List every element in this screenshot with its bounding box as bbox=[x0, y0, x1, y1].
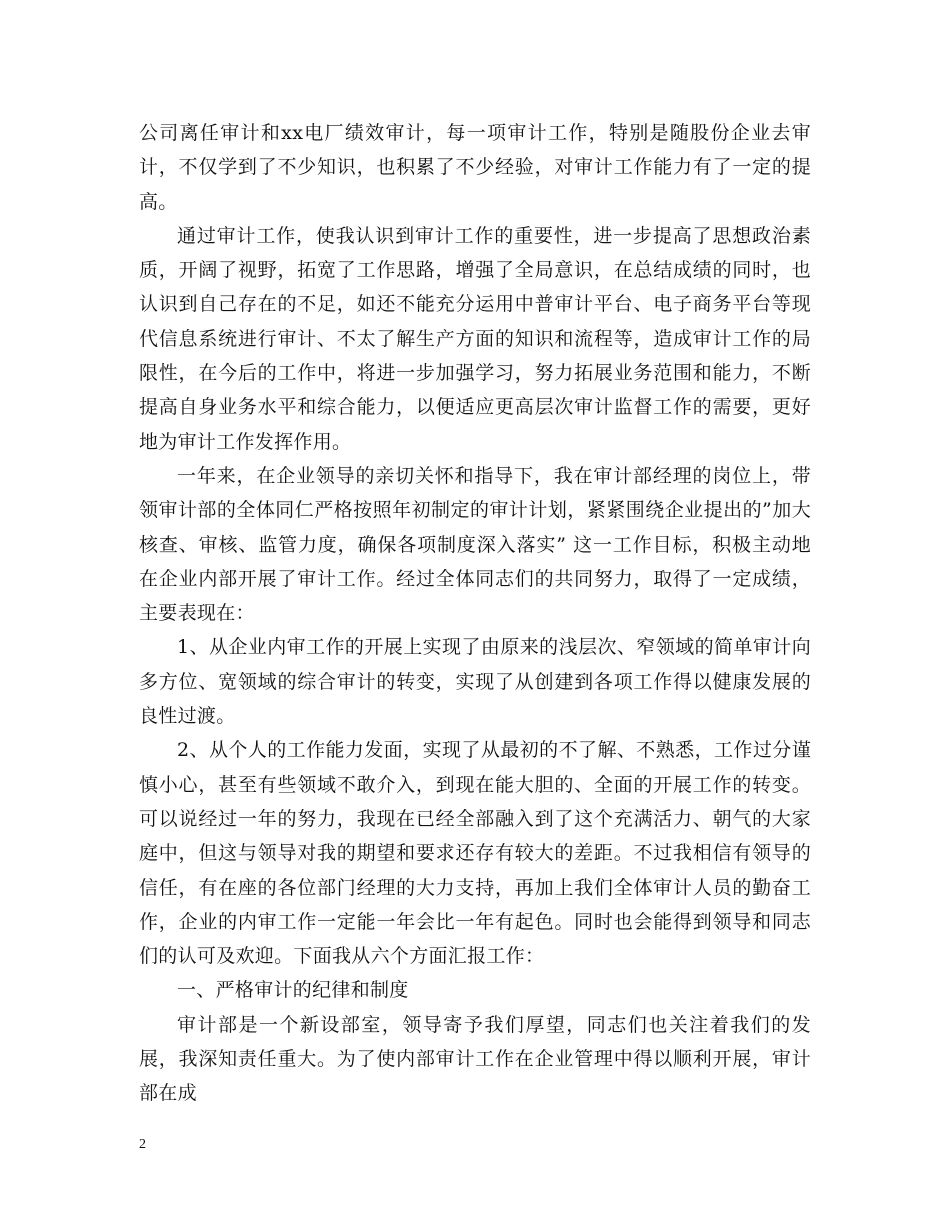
paragraph-achievement-1: 1、从企业内审工作的开展上实现了由原来的浅层次、窄领域的简单审计向多方位、宽领域的综合审计的转变，实现了从创建到各项工作得以健康发展的良性过渡。 bbox=[139, 636, 811, 728]
paragraph-section-intro: 审计部是一个新设部室，领导寄予我们厚望，同志们也关注着我们的发展，我深知责任重大。为了使内部审计工作在企业管理中得以顺利开展，审计部在成 bbox=[139, 1013, 811, 1105]
section-heading: 一、严格审计的纪律和制度 bbox=[177, 979, 409, 1002]
paragraph-achievement-2: 2、从个人的工作能力发面，实现了从最初的不了解、不熟悉，工作过分谨慎小心，甚至有些领域不敢介入，到现在能大胆的、全面的开展工作的转变。可以说经过一年的努力，我现在已经全部融入到了这个充满活力、朝气的大家庭中，但这与领导对我的期望和要求还存有较大的差距。不过我相信有领导的信任，有在座的各位部门经理的大力支持，再加上我们全体审计人员的勤奋工作，企业的内审工作一定能一年会比一年有起色。同时也会能得到领导和同志们的认可及欢迎。下面我从六个方面汇报工作： bbox=[139, 739, 811, 968]
paragraph-year-summary: 一年来，在企业领导的亲切关怀和指导下，我在审计部经理的岗位上，带领审计部的全体同仁严格按照年初制定的审计计划，紧紧围绕企业提出的”加大核查、审核、监管力度，确保各项制度深入落实” 这一工作目标，积极主动地在企业内部开展了审计工作。经过全体同志们的共同努力，取得了一定成绩，主要表现在： bbox=[139, 464, 811, 625]
paragraph-audit-reflection: 通过审计工作，使我认识到审计工作的重要性，进一步提高了思想政治素质，开阔了视野，拓宽了工作思路，增强了全局意识，在总结成绩的同时，也认识到自己存在的不足，如还不能充分运用中普审计平台、电子商务平台等现代信息系统进行审计、不太了解生产方面的知识和流程等，造成审计工作的局限性，在今后的工作中，将进一步加强学习，努力拓展业务范围和能力，不断提高自身业务水平和综合能力，以便适应更高层次审计监督工作的需要，更好地为审计工作发挥作用。 bbox=[139, 224, 811, 453]
paragraph-continuation: 公司离任审计和xx电厂绩效审计，每一项审计工作，特别是随股份企业去审计，不仅学到了不少知识，也积累了不少经验，对审计工作能力有了一定的提高。 bbox=[139, 122, 811, 213]
page-number: 2 bbox=[139, 1137, 146, 1152]
document-body bbox=[139, 116, 811, 1111]
